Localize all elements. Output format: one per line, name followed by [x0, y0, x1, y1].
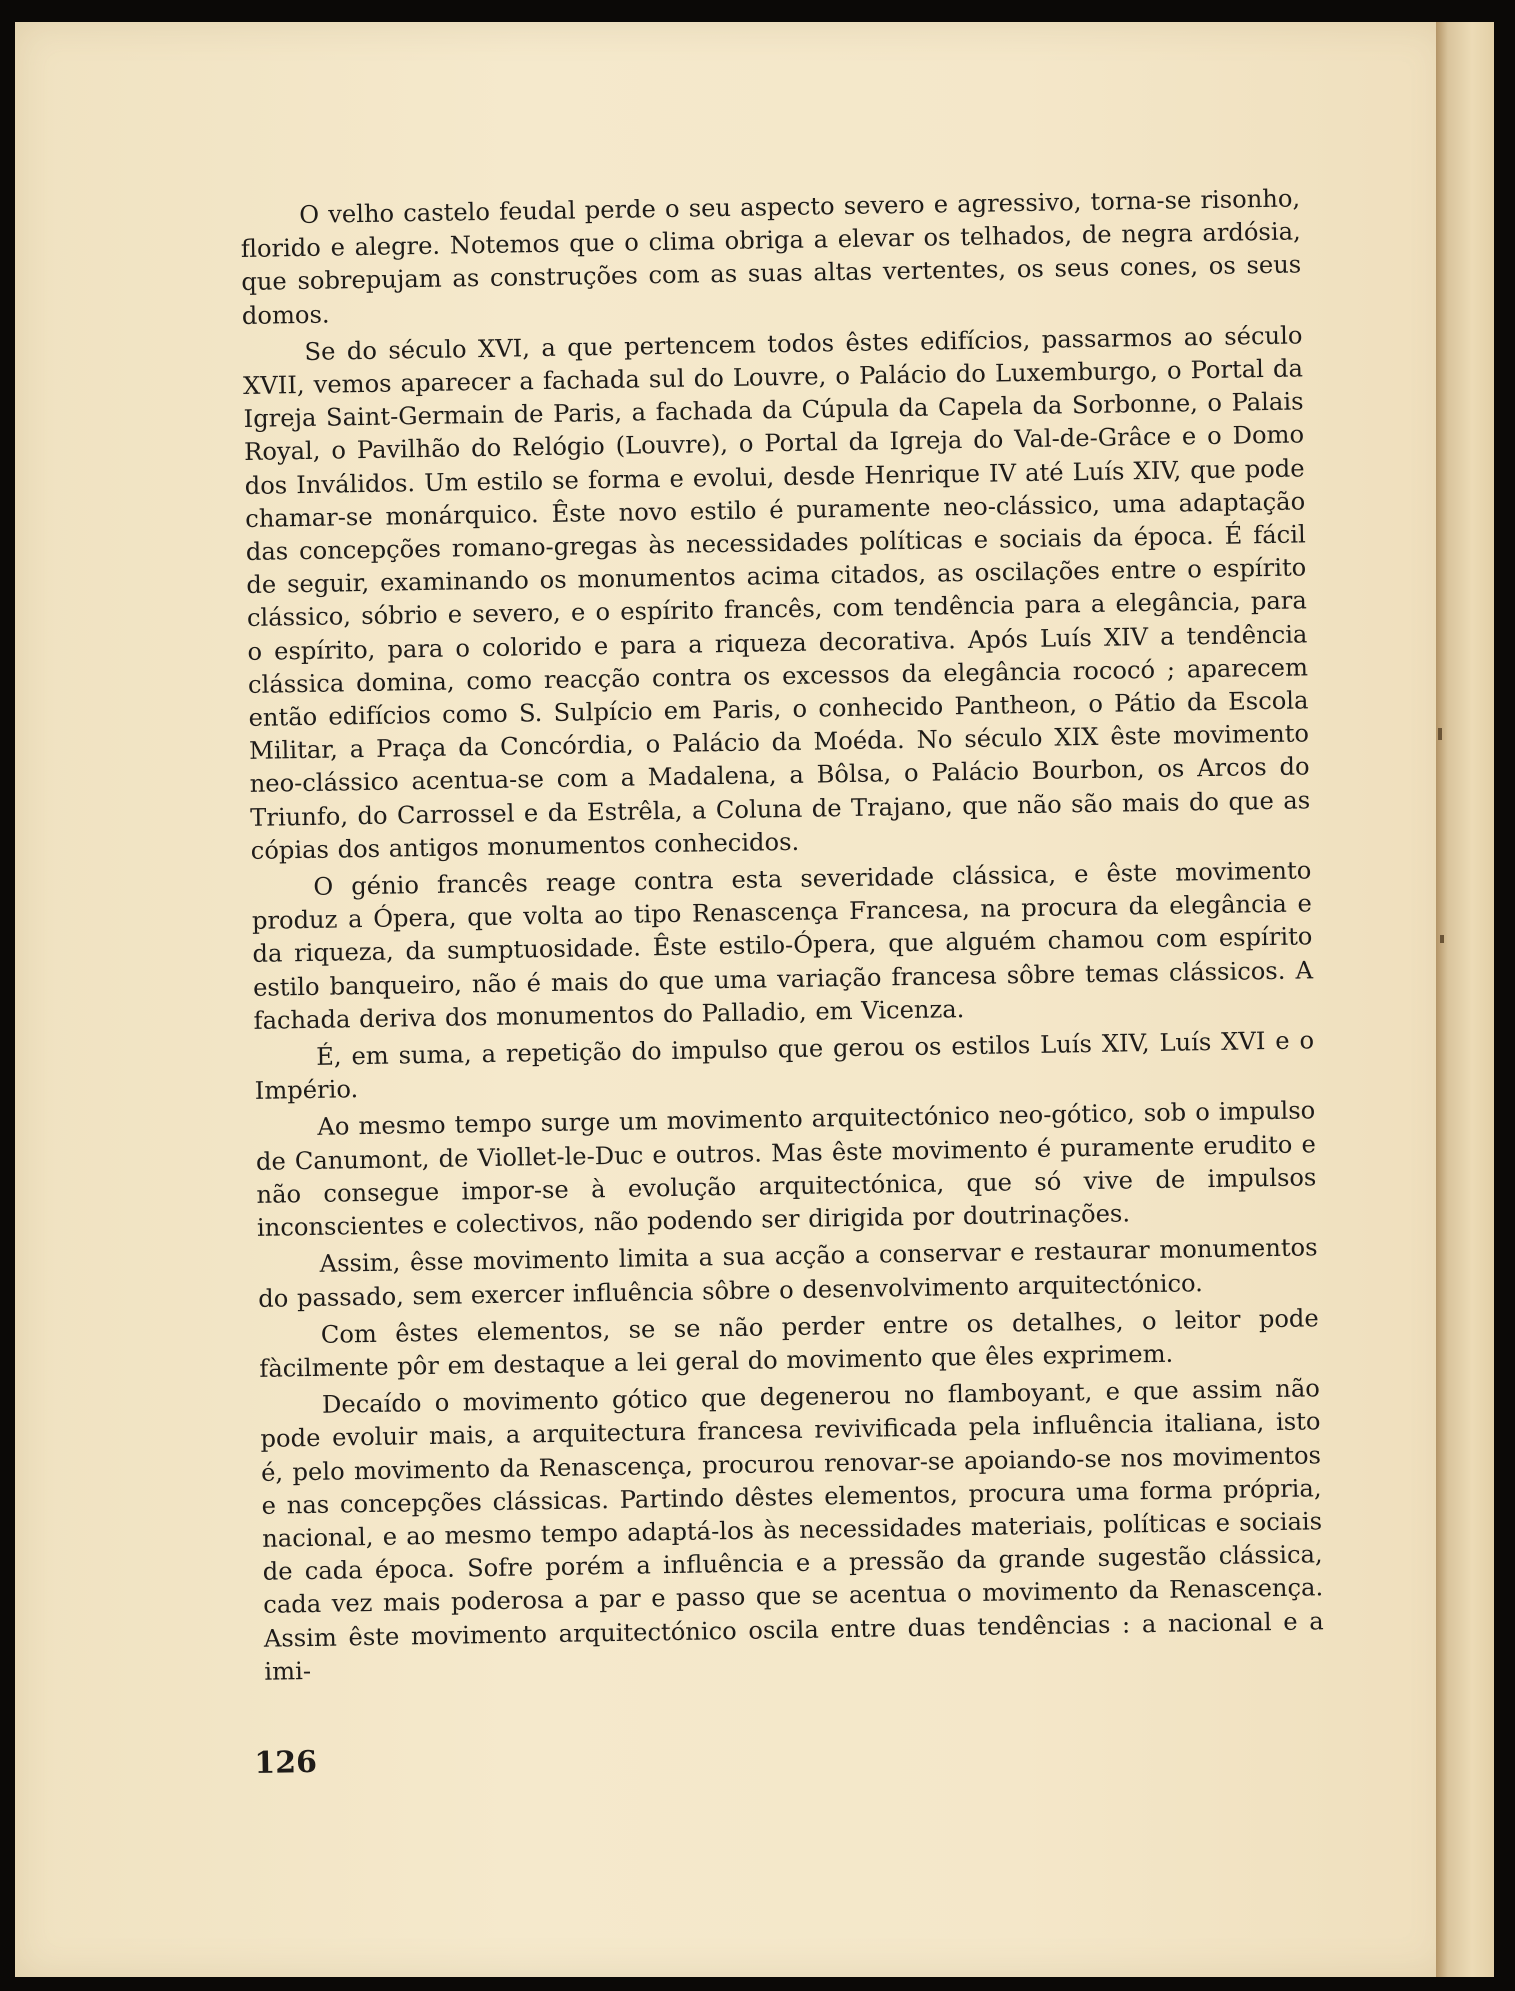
- page-speck: [1440, 935, 1444, 943]
- paragraph: É, em suma, a repetição do impulso que gerou os estilos Luís XIV, Luís XVI e o Império.: [254, 1026, 1315, 1106]
- scan-border: [1494, 18, 1515, 1983]
- facing-page-edge: [1436, 22, 1496, 1977]
- paragraph: Se do século XVI, a que pertencem todos êstes edifícios, passarmos ao século XVII, vemos aparecer a fachada sul do Louvre, o Palácio do Luxemburgo, o Portal da Igreja Saint-Germain de Paris, a fachada da Cúpula da Capela da Sorbonne, o Palais Royal, o Pavilhão do Relógio (Louvre), o Portal da Igreja do Val-de-Grâce e o Domo dos Inválidos. Um estilo se forma e evolui, desde Henrique IV até Luís XIV, que pode chamar-se monárquico. Êste novo estilo é puramente neo-clássico, uma adaptação das concepções romano-gregas às necessidades políticas e sociais da época. É fácil de seguir, examinando os monumentos acima citados, as oscilações entre o espírito clássico, sóbrio e severo, e o espírito francês, com tendência para a elegância, para o espírito, para o colorido e para a riqueza decorativa. Após Luís XIV a tendência clássica domina, como reacção contra os excessos da elegância rococó ; aparecem então edifícios como S. Sulpício em Paris, o conhecido Pantheon, o Pátio da Escola Militar, a Praça da Concórdia, o Palácio da Moéda. No século XIX êste movimento neo-clássico acentua-se com a Madalena, a Bôlsa, o Palácio Bourbon, os Arcos do Triunfo, do Carrossel e da Estrêla, a Coluna de Trajano, que não são mais do que as cópias dos antigos monumentos conhecidos.: [242, 321, 1311, 865]
- paragraph: Assim, êsse movimento limita a sua acção a conservar e restaurar monumentos do passado, sem exercer influência sôbre o desenvolvimento arquitectónico.: [257, 1233, 1318, 1313]
- paragraph: Decaído o movimento gótico que degenerou no flamboyant, e que assim não pode evoluir mais, a arquitectura francesa revivificada pela influência italiana, isto é, pelo movimento da Renascença, procurou renovar-se apoiando-se nos movimentos e nas concepções clássicas. Partindo dêstes elementos, procura uma forma própria, nacional, e ao mesmo tempo adaptá-los às necessidades materiais, políticas e sociais de cada época. Sofre porém a influência e a pressão da grande sugestão clássica, cada vez mais poderosa a par e passo que se acentua o movimento da Renascença. Assim êste movimento arquitectónico oscila entre duas tendências : a nacional e a imi-: [260, 1374, 1324, 1686]
- paragraph: Com êstes elementos, se se não perder entre os detalhes, o leitor pode fàcilmente pôr em destaque a lei geral do movimento que êles exprimem.: [259, 1303, 1319, 1383]
- page-number: 126: [254, 1744, 318, 1781]
- page-speck: [1438, 728, 1442, 740]
- paragraph: O génio francês reage contra esta severidade clássica, e êste movimento produz a Ópera, que volta ao tipo Renascença Francesa, na procura da elegância e da riqueza, da sumptuosidade. Êste estilo-Ópera, que alguém chamou com espírito estilo banqueiro, não é mais do que uma variação francesa sôbre temas clássicos. A fachada deriva dos monumentos do Palladio, em Vicenza.: [251, 856, 1314, 1035]
- paragraph: Ao mesmo tempo surge um movimento arquitectónico neo-gótico, sob o impulso de Canumont, de Viollet-le-Duc e outros. Mas êste movimento é puramente erudito e não consegue impor-se à evolução arquitectónica, que só vive de impulsos inconscientes e colectivos, não podendo ser dirigida por doutrinações.: [255, 1096, 1317, 1242]
- paragraph: O velho castelo feudal perde o seu aspecto severo e agressivo, torna-se risonho, florido e alegre. Notemos que o clima obriga a elevar os telhados, de negra ardósia, que sobrepujam as construções com as suas altas vertentes, os seus cones, os seus domos.: [240, 184, 1302, 330]
- body-text: [240, 182, 1325, 1692]
